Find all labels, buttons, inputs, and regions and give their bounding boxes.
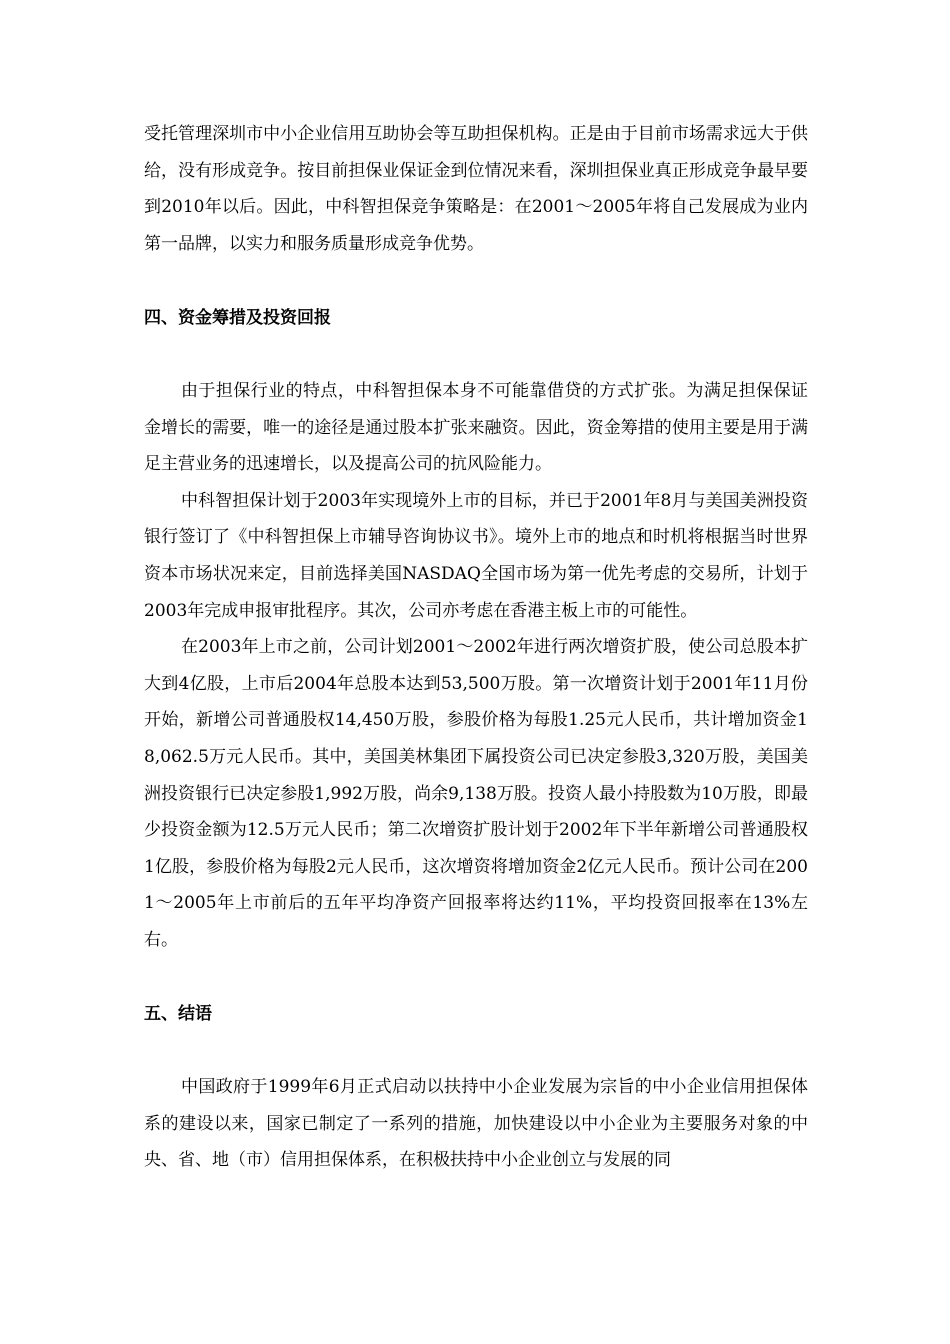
- paragraph-conclusion: 中国政府于1999年6月正式启动以扶持中小企业发展为宗旨的中小企业信用担保体系的建设以来，国家已制定了一系列的措施，加快建设以中小企业为主要服务对象的中央、省、地（市）信用担保体系，在积极扶持中小企业创立与发展的同: [144, 1077, 808, 1171]
- section-heading-conclusion: 五、结语: [144, 1004, 212, 1025]
- paragraph-funding-intro: 由于担保行业的特点，中科智担保本身不可能靠借贷的方式扩张。为满足担保保证金增长的需要，唯一的途径是通过股本扩张来融资。因此，资金筹措的使用主要是用于满足主营业务的迅速增长，以及提高公司的抗风险能力。: [144, 380, 808, 475]
- spacer: [144, 1033, 808, 1069]
- paragraph-competition: 受托管理深圳市中小企业信用互助协会等互助担保机构。正是由于目前市场需求远大于供给，没有形成竞争。按目前担保业保证金到位情况来看，深圳担保业真正形成竞争最早要到2010年以后。因此，中科智担保竞争策略是：在2001～2005年将自己发展成为业内第一品牌，以实力和服务质量形成竞争优势。: [144, 124, 808, 254]
- section-heading-funding: 四、资金筹措及投资回报: [144, 308, 331, 329]
- document-page: [144, 116, 808, 1179]
- paragraph-listing-plan: 中科智担保计划于2003年实现境外上市的目标，并已于2001年8月与美国美洲投资银行签订了《中科智担保上市辅导咨询协议书》。境外上市的地点和时机将根据当时世界资本市场状况来定，目前选择美国NASDAQ全国市场为第一优先考虑的交易所，计划于2003年完成申报审批程序。其次，公司亦考虑在香港主板上市的可能性。: [144, 490, 808, 621]
- paragraph-capital-increase: 在2003年上市之前，公司计划2001～2002年进行两次增资扩股，使公司总股本扩大到4亿股，上市后2004年总股本达到53,500万股。第一次增资计划于2001年11月份开始，新增公司普通股权14,450万股，参股价格为每股1.25元人民币，共计增加资金18,062.5万元人民币。其中，美国美林集团下属投资公司已决定参股3,320万股，美国美洲投资银行已决定参股1,992万股，尚余9,138万股。投资人最小持股数为10万股，即最少投资金额为12.5万元人民币；第二次增资扩股计划于2002年下半年新增公司普通股权1亿股，参股价格为每股2元人民币，这次增资将增加资金2亿元人民币。预计公司在2001～2005年上市前后的五年平均净资产回报率将达约11%，平均投资回报率在13%左右。: [144, 637, 808, 950]
- spacer: [144, 337, 808, 373]
- spacer: [144, 958, 808, 996]
- spacer: [144, 262, 808, 300]
